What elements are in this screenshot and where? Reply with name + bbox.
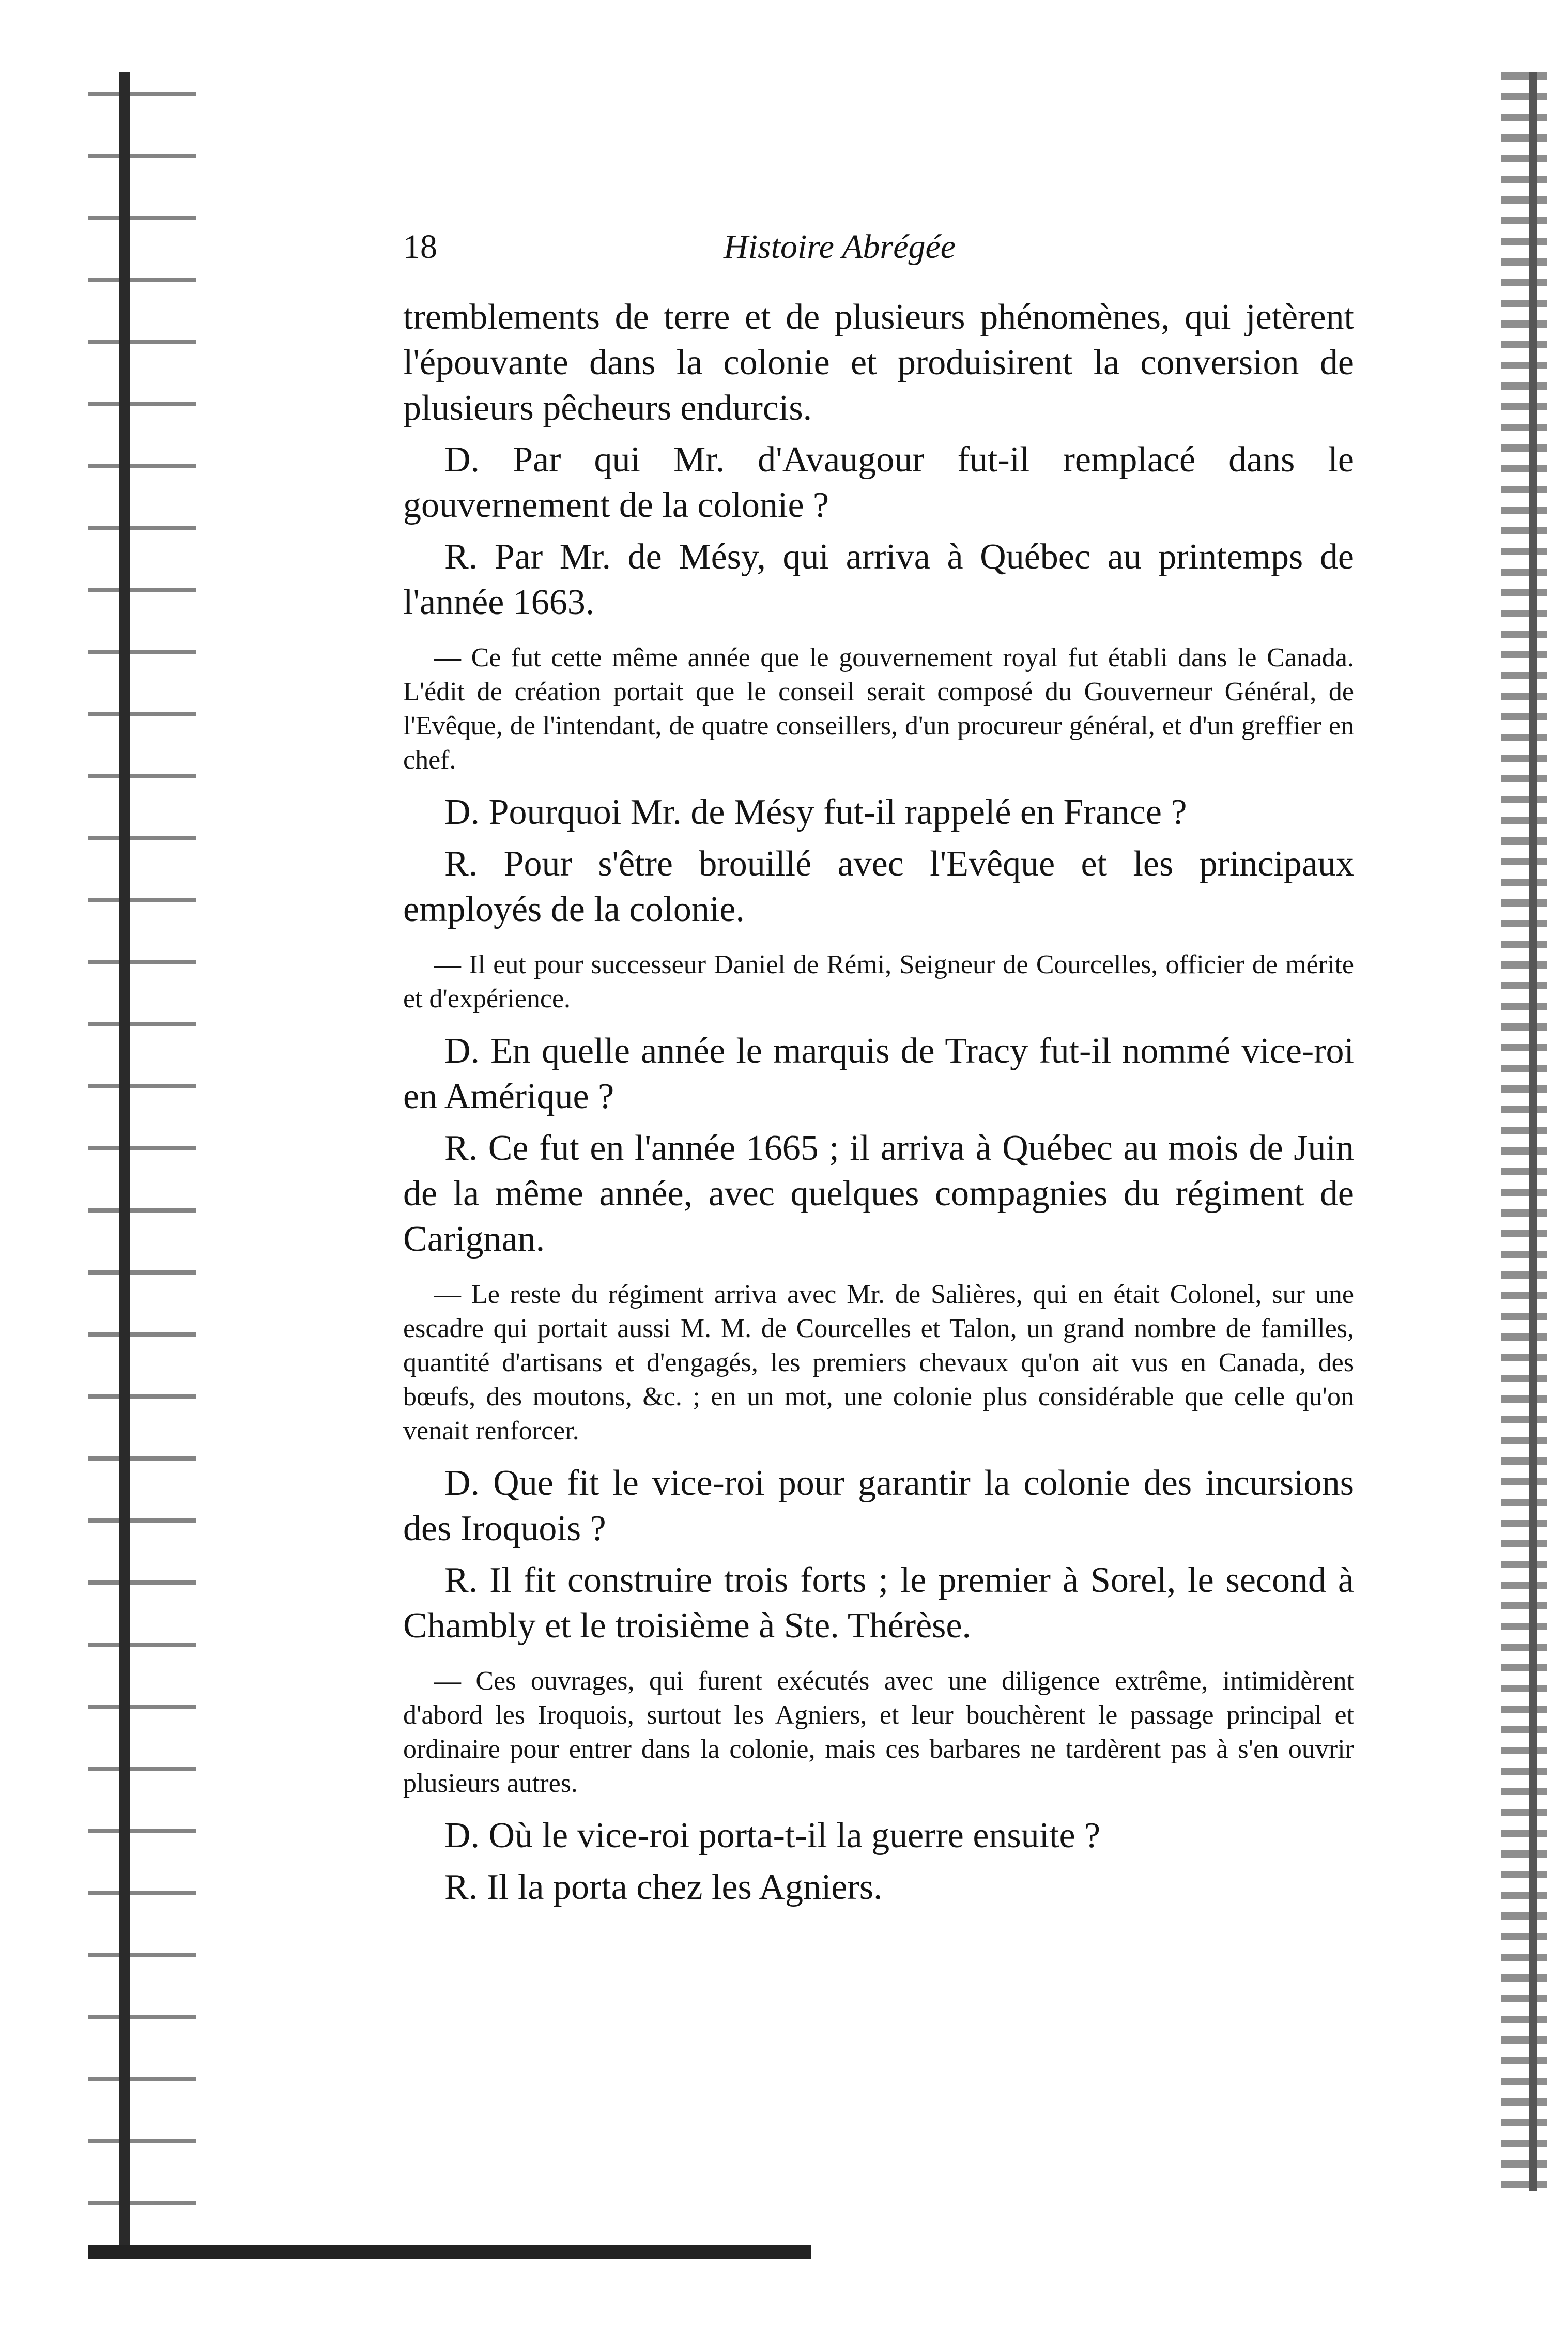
answer: R. Par Mr. de Mésy, qui arriva à Québec au printemps de l'année 1663. — [403, 537, 1354, 622]
question: D. Pourquoi Mr. de Mésy fut-il rappelé en France ? — [444, 792, 1187, 832]
question: D. Où le vice-roi porta-t-il la guerre ensuite ? — [444, 1816, 1101, 1855]
note: — Ce fut cette même année que le gouvernement royal fut établi dans le Canada. L'édit de création portait que le conseil serait composé du Gouverneur Général, de l'Evêque, de l'intendant, de quatre conseillers, d'un procureur général, et d'un greffier en chef. — [403, 643, 1354, 775]
answer: R. Il fit construire trois forts ; le premier à Sorel, le second à Chambly et le troisième à Ste. Thérèse. — [403, 1560, 1354, 1646]
page-number: 18 — [403, 228, 437, 266]
answer: R. Pour s'être brouillé avec l'Evêque et les principaux employés de la colonie. — [403, 844, 1354, 929]
question: D. Que fit le vice-roi pour garantir la colonie des incursions des Iroquois ? — [403, 1463, 1354, 1548]
binding-edge-left — [88, 72, 196, 2259]
question: D. En quelle année le marquis de Tracy fut-il nommé vice-roi en Amérique ? — [403, 1031, 1354, 1116]
book-page — [403, 227, 1354, 1910]
running-title: Histoire Abrégée — [724, 228, 956, 266]
running-head — [403, 227, 1354, 274]
answer: R. Ce fut en l'année 1665 ; il arriva à Québec au mois de Juin de la même année, avec quelques compagnies du régiment de Carignan. — [403, 1128, 1354, 1259]
note: — Le reste du régiment arriva avec Mr. de Salières, qui en était Colonel, sur une escadre qui portait aussi M. M. de Courcelles et Talon, un grand nombre de familles, quantité d'artisans et d'engagés, les premiers chevaux qu'on ait vus en Canada, des bœufs, des moutons, &c. ; en un mot, une colonie plus considérable que celle qu'on venait renforcer. — [403, 1280, 1354, 1446]
question: D. Par qui Mr. d'Avaugour fut-il remplacé dans le gouvernement de la colonie ? — [403, 440, 1354, 525]
note: — Ces ouvrages, qui furent exécutés avec une diligence extrême, intimidèrent d'abord les Iroquois, surtout les Agniers, et leur bouchèrent le passage principal et ordinaire pour entrer dans la colonie, mais ces barbares ne tardèrent pas à s'en ouvrir plusieurs autres. — [403, 1666, 1354, 1798]
continuation-paragraph: tremblements de terre et de plusieurs phénomènes, qui jetèrent l'épouvante dans la colonie et produisirent la conversion de plusieurs pêcheurs endurcis. — [403, 297, 1354, 428]
answer: R. Il la porta chez les Agniers. — [444, 1867, 883, 1907]
note: — Il eut pour successeur Daniel de Rémi, Seigneur de Courcelles, officier de mérite et d'expérience. — [403, 950, 1354, 1014]
page-body — [403, 295, 1354, 1910]
binding-edge-right — [1501, 72, 1547, 2191]
